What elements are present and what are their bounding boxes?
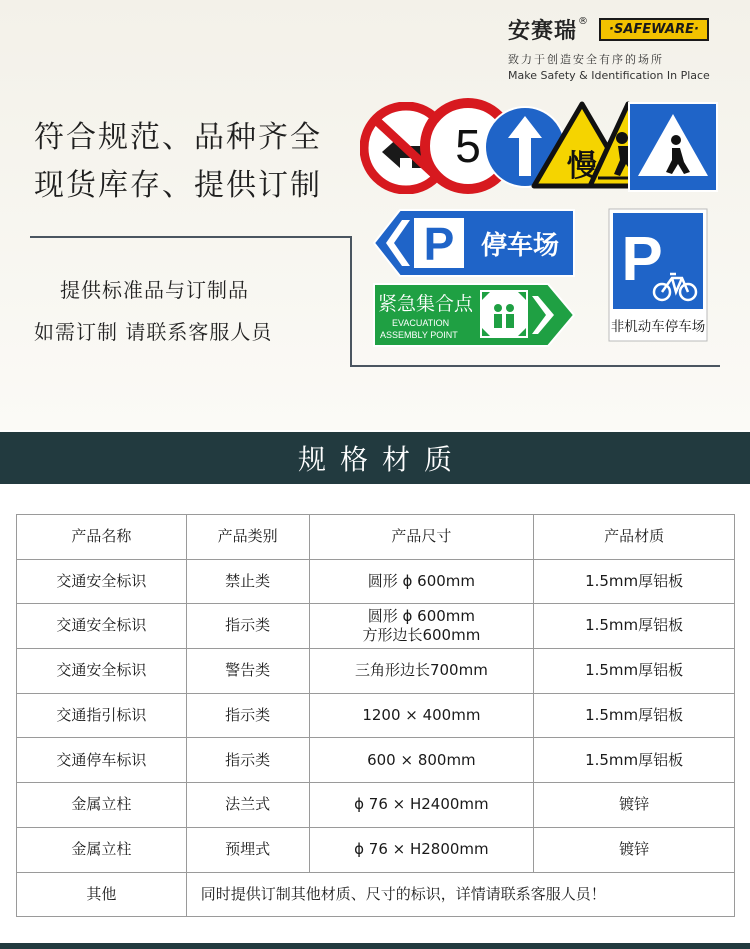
bike-parking-sign	[608, 208, 708, 342]
cell-name: 交通指引标识	[17, 693, 187, 738]
warning-slow-text: 慢	[567, 149, 597, 184]
cell-name: 金属立柱	[17, 827, 187, 872]
table-row	[17, 738, 735, 783]
cell-size: ϕ 76 × H2400mm	[309, 783, 534, 828]
hero-subline-2: 如需订制 请联系客服人员	[34, 320, 273, 344]
brand-name-cn: 安赛瑞	[508, 19, 578, 44]
cell-material: 镀锌	[534, 783, 735, 828]
hero-headline-2: 现货库存、提供订制	[34, 168, 322, 203]
brand-logo	[508, 14, 718, 82]
table-row	[17, 559, 735, 604]
cell-category: 指示类	[186, 693, 309, 738]
assembly-point-en-1: EVACUATION	[392, 318, 450, 328]
footer-bar	[0, 943, 750, 949]
registered-mark: ®	[578, 16, 589, 27]
cell-category: 禁止类	[186, 559, 309, 604]
cell-name: 交通安全标识	[17, 649, 187, 694]
section-title: 规格材质	[297, 443, 466, 476]
cell-size	[309, 604, 534, 649]
cell-size: ϕ 76 × H2800mm	[309, 827, 534, 872]
cell-size: 600 × 800mm	[309, 738, 534, 783]
bike-parking-text: 非机动车停车场	[610, 319, 706, 335]
table-row-other	[17, 872, 735, 917]
parking-letter: P	[423, 218, 455, 270]
table-row	[17, 783, 735, 828]
table-header-row	[17, 515, 735, 560]
hero-subline-1: 提供标准品与订制品	[60, 278, 249, 302]
header-size: 产品尺寸	[309, 515, 534, 560]
header-category: 产品类别	[186, 515, 309, 560]
cell-size: 三角形边长700mm	[309, 649, 534, 694]
cell-category: 指示类	[186, 738, 309, 783]
cell-size-line2: 方形边长600mm	[362, 626, 481, 645]
spec-table	[16, 514, 735, 917]
cell-category: 法兰式	[186, 783, 309, 828]
assembly-point-en-2: ASSEMBLY POINT	[380, 330, 458, 340]
cell-category: 警告类	[186, 649, 309, 694]
assembly-point-cn: 紧急集合点	[378, 293, 474, 315]
cell-other-note: 同时提供订制其他材质、尺寸的标识，详情请联系客服人员！	[186, 872, 734, 917]
cell-size: 1200 × 400mm	[309, 693, 534, 738]
cell-material: 1.5mm厚铝板	[534, 604, 735, 649]
cell-name: 交通安全标识	[17, 559, 187, 604]
cell-size-line1: 圆形 ϕ 600mm	[367, 606, 476, 625]
cell-material: 1.5mm厚铝板	[534, 738, 735, 783]
table-row	[17, 827, 735, 872]
parking-direction-sign	[372, 208, 576, 278]
brand-slogan-en: Make Safety & Identification In Place	[508, 69, 710, 82]
hero-headline-1: 符合规范、品种齐全	[34, 120, 322, 155]
header-material: 产品材质	[534, 515, 735, 560]
cell-material: 1.5mm厚铝板	[534, 559, 735, 604]
hero-banner	[0, 0, 750, 430]
section-header	[0, 432, 750, 484]
table-row	[17, 604, 735, 649]
parking-direction-text: 停车场	[480, 231, 560, 261]
cell-name: 交通停车标识	[17, 738, 187, 783]
brand-slogan-cn: 致力于创造安全有序的场所	[508, 53, 664, 66]
header-name: 产品名称	[17, 515, 187, 560]
cell-size: 圆形 ϕ 600mm	[309, 559, 534, 604]
pedestrian-crossing-sign	[628, 102, 718, 192]
table-row	[17, 649, 735, 694]
speed-limit-value: 5	[455, 120, 481, 172]
cell-material: 1.5mm厚铝板	[534, 649, 735, 694]
frame-line	[350, 365, 720, 367]
cell-material: 1.5mm厚铝板	[534, 693, 735, 738]
cell-other-label: 其他	[17, 872, 187, 917]
brand-name-en: ·SAFEWARE·	[599, 18, 709, 41]
assembly-point-sign	[372, 282, 576, 348]
cell-category: 预埋式	[186, 827, 309, 872]
cell-name: 金属立柱	[17, 783, 187, 828]
bike-parking-letter: P	[621, 225, 663, 294]
table-row	[17, 693, 735, 738]
frame-line	[350, 236, 352, 366]
cell-category: 指示类	[186, 604, 309, 649]
cell-name: 交通安全标识	[17, 604, 187, 649]
frame-line	[30, 236, 352, 238]
cell-material: 镀锌	[534, 827, 735, 872]
